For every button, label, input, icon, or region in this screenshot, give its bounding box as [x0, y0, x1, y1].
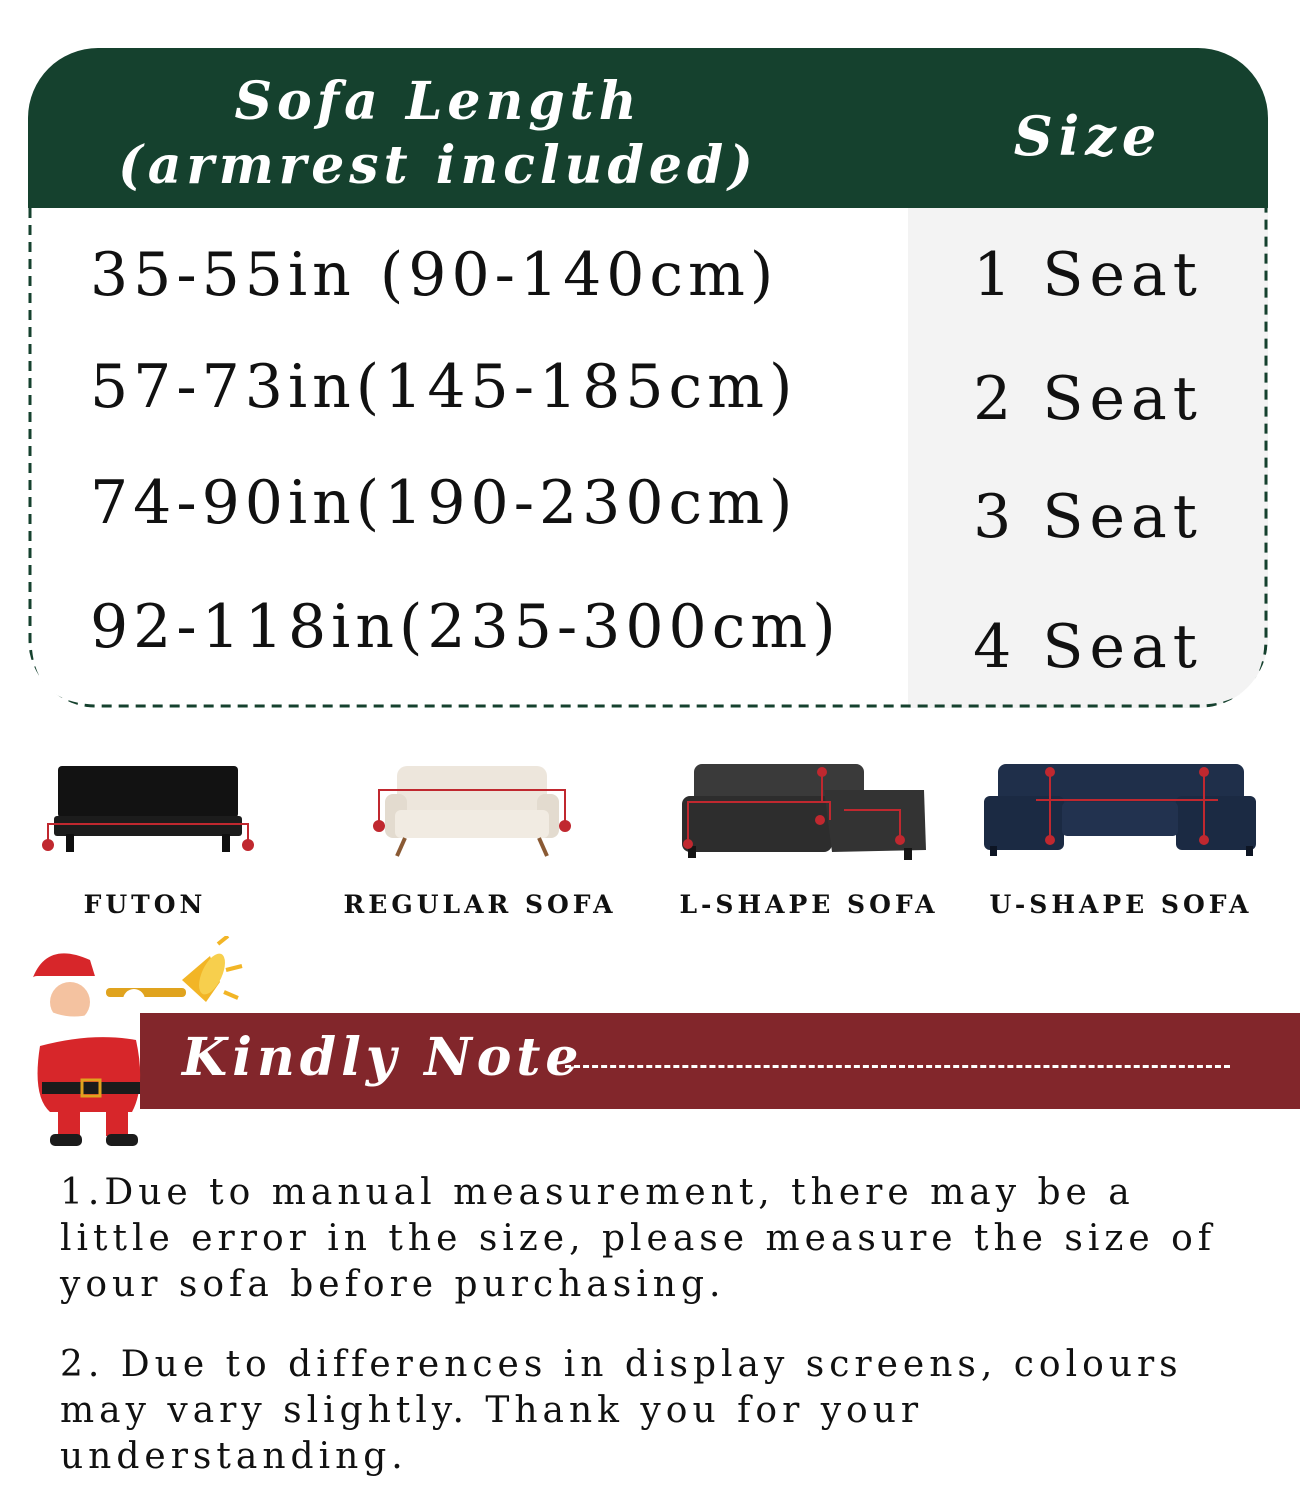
- kindly-note-banner: [140, 1013, 1300, 1109]
- table-header: [28, 48, 1268, 208]
- regular-sofa-image: [335, 740, 625, 880]
- note-item-2: 2. Due to differences in display screens, colours may vary slightly. Thank you for your understanding.: [60, 1344, 1183, 1477]
- length-cell: 57-73in(145-185cm): [90, 352, 798, 422]
- size-chart-table: [28, 48, 1268, 708]
- size-cell: 2 Seat: [973, 364, 1203, 434]
- sofa-type-l-shape: [664, 740, 954, 930]
- header-sofa-length: [88, 70, 788, 198]
- sofa-type-u-shape: [976, 740, 1266, 930]
- sofa-type-regular: [335, 740, 625, 930]
- header-length-line2: (armrest included): [118, 135, 758, 196]
- sofa-label: FUTON: [83, 890, 207, 919]
- sofa-label: U-SHAPE SOFA: [989, 890, 1253, 919]
- u-shape-sofa-image: [976, 740, 1266, 880]
- sofa-label: REGULAR SOFA: [343, 890, 617, 919]
- table-row: [28, 468, 1268, 568]
- table-row: [28, 240, 1268, 340]
- length-cell: 35-55in (90-140cm): [90, 240, 779, 310]
- kindly-note-title: Kindly Note: [182, 1027, 584, 1088]
- size-cell: 3 Seat: [973, 482, 1203, 552]
- size-cell: 1 Seat: [973, 240, 1203, 310]
- santa-trumpet-icon: [6, 936, 246, 1148]
- header-size: Size: [1013, 104, 1163, 168]
- table-row: [28, 592, 1268, 692]
- header-length-line1: Sofa Length: [234, 71, 642, 132]
- length-cell: 92-118in(235-300cm): [90, 592, 841, 662]
- sofa-label: L-SHAPE SOFA: [679, 890, 939, 919]
- note-dashed-divider: [565, 1065, 1230, 1068]
- size-cell: 4 Seat: [973, 612, 1203, 682]
- length-cell: 74-90in(190-230cm): [90, 468, 798, 538]
- note-item-1: 1.Due to manual measurement, there may be a little error in the size, please measure the size of your sofa before purchasing.: [60, 1172, 1217, 1305]
- futon-image: [0, 740, 290, 880]
- l-shape-sofa-image: [664, 740, 954, 880]
- sofa-type-futon: [0, 740, 290, 930]
- table-row: [28, 352, 1268, 452]
